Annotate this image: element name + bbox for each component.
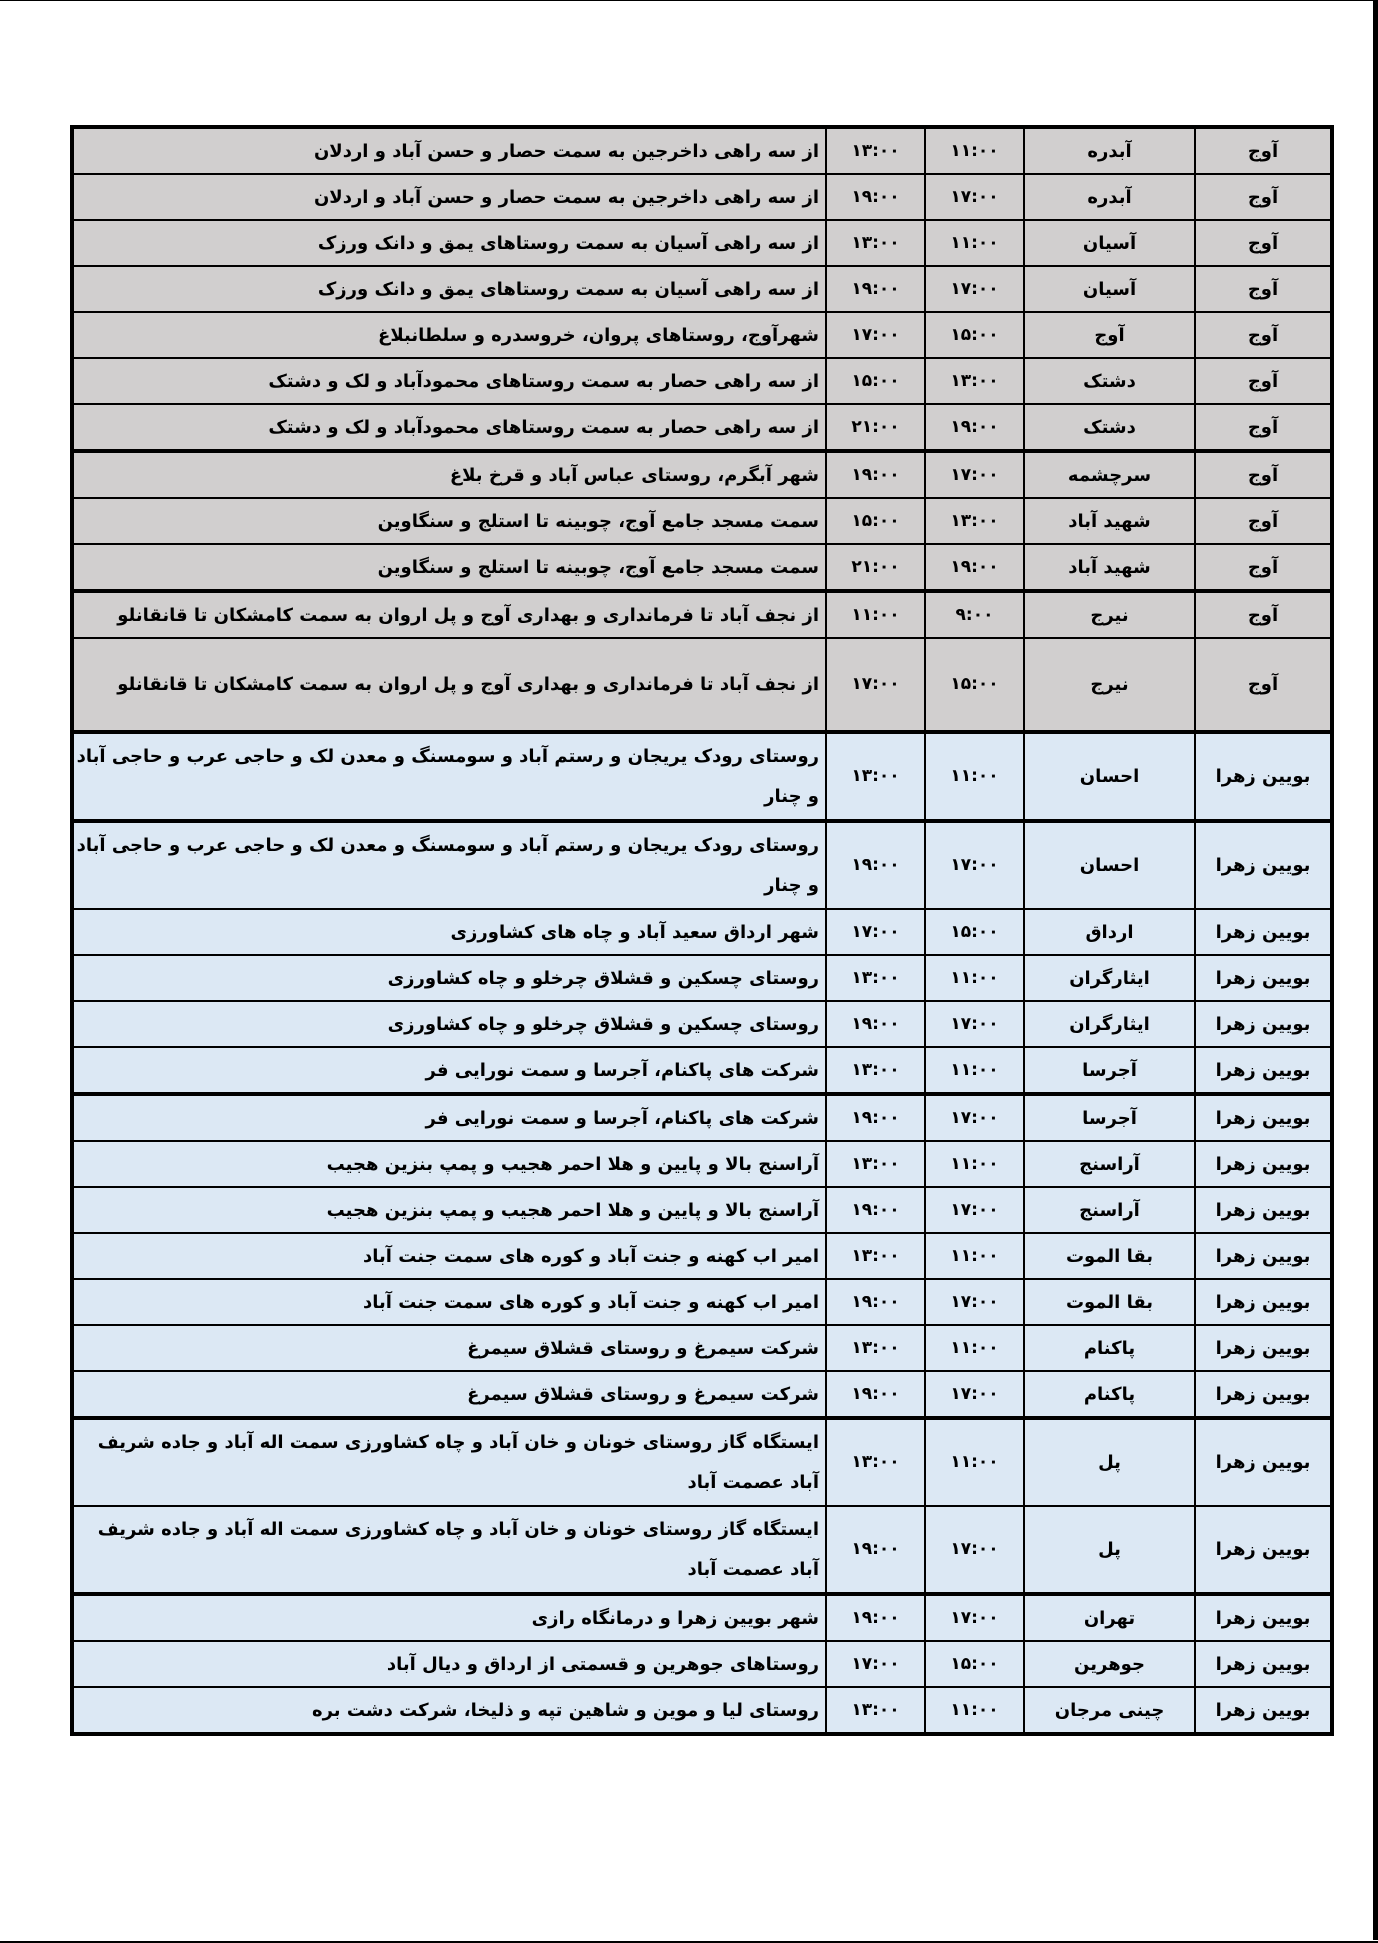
table-row bbox=[72, 821, 1332, 909]
table-row bbox=[72, 174, 1332, 220]
table-row bbox=[72, 955, 1332, 1001]
area-description-cell: ایستگاه گاز روستای خونان و خان آباد و چاه کشاورزی سمت اله آباد و جاده شریف آباد عصمت آباد bbox=[72, 1418, 826, 1506]
end-time-cell: ۱۵:۰۰ bbox=[826, 358, 925, 404]
start-time-cell: ۱۵:۰۰ bbox=[925, 638, 1024, 732]
place-cell: آسیان bbox=[1024, 266, 1195, 312]
end-time-cell: ۱۳:۰۰ bbox=[826, 1233, 925, 1279]
county-cell: بویین زهرا bbox=[1195, 1325, 1332, 1371]
area-description-cell: از سه راهی حصار به سمت روستاهای محمودآباد و لک و دشتک bbox=[72, 358, 826, 404]
county-cell: بویین زهرا bbox=[1195, 1001, 1332, 1047]
page-border-right bbox=[1373, 0, 1378, 1940]
place-cell: دشتک bbox=[1024, 404, 1195, 451]
place-cell: آبدره bbox=[1024, 174, 1195, 220]
area-description-cell: سمت مسجد جامع آوج، چوبینه تا استلج و سنگاوین bbox=[72, 498, 826, 544]
outage-schedule-table bbox=[70, 125, 1334, 1736]
start-time-cell: ۱۱:۰۰ bbox=[925, 1687, 1024, 1734]
end-time-cell: ۱۳:۰۰ bbox=[826, 220, 925, 266]
table-row bbox=[72, 544, 1332, 591]
area-description-cell: از نجف آباد تا فرمانداری و بهداری آوج و پل اروان به سمت کامشکان تا قانقانلو bbox=[72, 591, 826, 638]
area-description-cell: آراسنج بالا و پایین و هلا احمر هجیب و پمپ بنزین هجیب bbox=[72, 1187, 826, 1233]
end-time-cell: ۲۱:۰۰ bbox=[826, 544, 925, 591]
place-cell: آسیان bbox=[1024, 220, 1195, 266]
place-cell: آراسنج bbox=[1024, 1187, 1195, 1233]
end-time-cell: ۱۷:۰۰ bbox=[826, 909, 925, 955]
table-row bbox=[72, 1047, 1332, 1094]
end-time-cell: ۱۳:۰۰ bbox=[826, 955, 925, 1001]
county-cell: بویین زهرا bbox=[1195, 821, 1332, 909]
place-cell: تهران bbox=[1024, 1594, 1195, 1641]
county-cell: آوج bbox=[1195, 544, 1332, 591]
place-cell: آبدره bbox=[1024, 127, 1195, 174]
table-row bbox=[72, 1233, 1332, 1279]
end-time-cell: ۱۹:۰۰ bbox=[826, 174, 925, 220]
county-cell: بویین زهرا bbox=[1195, 1233, 1332, 1279]
area-description-cell: شهر ارداق سعید آباد و چاه های کشاورزی bbox=[72, 909, 826, 955]
table-row bbox=[72, 1279, 1332, 1325]
place-cell: احسان bbox=[1024, 732, 1195, 821]
end-time-cell: ۱۳:۰۰ bbox=[826, 1047, 925, 1094]
place-cell: نیرج bbox=[1024, 638, 1195, 732]
area-description-cell: از سه راهی داخرجین به سمت حصار و حسن آباد و اردلان bbox=[72, 127, 826, 174]
end-time-cell: ۱۳:۰۰ bbox=[826, 127, 925, 174]
county-cell: بویین زهرا bbox=[1195, 1047, 1332, 1094]
start-time-cell: ۱۷:۰۰ bbox=[925, 1371, 1024, 1418]
area-description-cell: روستای چسکین و قشلاق چرخلو و چاه کشاورزی bbox=[72, 1001, 826, 1047]
start-time-cell: ۱۷:۰۰ bbox=[925, 1187, 1024, 1233]
area-description-cell: امیر اب کهنه و جنت آباد و کوره های سمت جنت آباد bbox=[72, 1233, 826, 1279]
county-cell: بویین زهرا bbox=[1195, 732, 1332, 821]
area-description-cell: شهرآوج، روستاهای پروان، خروسدره و سلطانبلاغ bbox=[72, 312, 826, 358]
area-description-cell: امیر اب کهنه و جنت آباد و کوره های سمت جنت آباد bbox=[72, 1279, 826, 1325]
area-description-cell: از سه راهی حصار به سمت روستاهای محمودآباد و لک و دشتک bbox=[72, 404, 826, 451]
end-time-cell: ۱۷:۰۰ bbox=[826, 638, 925, 732]
place-cell: نیرج bbox=[1024, 591, 1195, 638]
county-cell: آوج bbox=[1195, 266, 1332, 312]
table-row bbox=[72, 1325, 1332, 1371]
place-cell: ایثارگران bbox=[1024, 1001, 1195, 1047]
place-cell: احسان bbox=[1024, 821, 1195, 909]
table-row bbox=[72, 1641, 1332, 1687]
place-cell: پاکنام bbox=[1024, 1371, 1195, 1418]
county-cell: آوج bbox=[1195, 451, 1332, 498]
county-cell: بویین زهرا bbox=[1195, 909, 1332, 955]
start-time-cell: ۱۷:۰۰ bbox=[925, 1594, 1024, 1641]
start-time-cell: ۱۵:۰۰ bbox=[925, 312, 1024, 358]
place-cell: ارداق bbox=[1024, 909, 1195, 955]
place-cell: پل bbox=[1024, 1506, 1195, 1594]
county-cell: بویین زهرا bbox=[1195, 1371, 1332, 1418]
county-cell: بویین زهرا bbox=[1195, 1141, 1332, 1187]
start-time-cell: ۱۷:۰۰ bbox=[925, 1279, 1024, 1325]
place-cell: بقا الموت bbox=[1024, 1233, 1195, 1279]
page-border-top bbox=[0, 0, 1378, 1]
start-time-cell: ۱۱:۰۰ bbox=[925, 1141, 1024, 1187]
place-cell: آجرسا bbox=[1024, 1094, 1195, 1141]
place-cell: آجرسا bbox=[1024, 1047, 1195, 1094]
table-row bbox=[72, 127, 1332, 174]
county-cell: آوج bbox=[1195, 127, 1332, 174]
table-row bbox=[72, 732, 1332, 821]
place-cell: شهید آباد bbox=[1024, 498, 1195, 544]
table-row bbox=[72, 1094, 1332, 1141]
start-time-cell: ۱۵:۰۰ bbox=[925, 909, 1024, 955]
end-time-cell: ۱۳:۰۰ bbox=[826, 1325, 925, 1371]
end-time-cell: ۱۵:۰۰ bbox=[826, 498, 925, 544]
table-row bbox=[72, 1141, 1332, 1187]
end-time-cell: ۱۹:۰۰ bbox=[826, 1594, 925, 1641]
area-description-cell: از سه راهی آسیان به سمت روستاهای یمق و دانک ورزک bbox=[72, 266, 826, 312]
start-time-cell: ۱۱:۰۰ bbox=[925, 1047, 1024, 1094]
county-cell: آوج bbox=[1195, 638, 1332, 732]
county-cell: بویین زهرا bbox=[1195, 1641, 1332, 1687]
county-cell: بویین زهرا bbox=[1195, 1594, 1332, 1641]
table-row bbox=[72, 498, 1332, 544]
area-description-cell: روستای چسکین و قشلاق چرخلو و چاه کشاورزی bbox=[72, 955, 826, 1001]
county-cell: بویین زهرا bbox=[1195, 1279, 1332, 1325]
county-cell: آوج bbox=[1195, 404, 1332, 451]
schedule-body bbox=[72, 127, 1332, 1734]
place-cell: ایثارگران bbox=[1024, 955, 1195, 1001]
start-time-cell: ۱۷:۰۰ bbox=[925, 266, 1024, 312]
start-time-cell: ۱۱:۰۰ bbox=[925, 1418, 1024, 1506]
table-row bbox=[72, 1687, 1332, 1734]
end-time-cell: ۱۹:۰۰ bbox=[826, 1001, 925, 1047]
table-row bbox=[72, 638, 1332, 732]
table-row bbox=[72, 358, 1332, 404]
county-cell: آوج bbox=[1195, 312, 1332, 358]
place-cell: پل bbox=[1024, 1418, 1195, 1506]
place-cell: شهید آباد bbox=[1024, 544, 1195, 591]
end-time-cell: ۱۳:۰۰ bbox=[826, 1141, 925, 1187]
start-time-cell: ۱۹:۰۰ bbox=[925, 404, 1024, 451]
place-cell: آراسنج bbox=[1024, 1141, 1195, 1187]
end-time-cell: ۱۳:۰۰ bbox=[826, 1687, 925, 1734]
area-description-cell: از سه راهی آسیان به سمت روستاهای یمق و دانک ورزک bbox=[72, 220, 826, 266]
start-time-cell: ۱۹:۰۰ bbox=[925, 544, 1024, 591]
end-time-cell: ۱۷:۰۰ bbox=[826, 312, 925, 358]
end-time-cell: ۱۳:۰۰ bbox=[826, 732, 925, 821]
area-description-cell: شرکت های پاکنام، آجرسا و سمت نورایی فر bbox=[72, 1094, 826, 1141]
end-time-cell: ۱۷:۰۰ bbox=[826, 1641, 925, 1687]
table-row bbox=[72, 1187, 1332, 1233]
place-cell: بقا الموت bbox=[1024, 1279, 1195, 1325]
end-time-cell: ۱۹:۰۰ bbox=[826, 1371, 925, 1418]
area-description-cell: آراسنج بالا و پایین و هلا احمر هجیب و پمپ بنزین هجیب bbox=[72, 1141, 826, 1187]
start-time-cell: ۱۷:۰۰ bbox=[925, 451, 1024, 498]
end-time-cell: ۱۹:۰۰ bbox=[826, 451, 925, 498]
table-row bbox=[72, 591, 1332, 638]
start-time-cell: ۱۷:۰۰ bbox=[925, 821, 1024, 909]
county-cell: بویین زهرا bbox=[1195, 1187, 1332, 1233]
table-row bbox=[72, 266, 1332, 312]
end-time-cell: ۱۱:۰۰ bbox=[826, 591, 925, 638]
area-description-cell: روستای رودک یریجان و رستم آباد و سومسنگ و معدن لک و حاجی عرب و حاجی آباد و چنار bbox=[72, 732, 826, 821]
start-time-cell: ۱۳:۰۰ bbox=[925, 358, 1024, 404]
table-row bbox=[72, 312, 1332, 358]
area-description-cell: از نجف آباد تا فرمانداری و بهداری آوج و پل اروان به سمت کامشکان تا قانقانلو bbox=[72, 638, 826, 732]
place-cell: دشتک bbox=[1024, 358, 1195, 404]
start-time-cell: ۱۱:۰۰ bbox=[925, 1233, 1024, 1279]
area-description-cell: روستاهای جوهرین و قسمتی از ارداق و دیال آباد bbox=[72, 1641, 826, 1687]
end-time-cell: ۱۳:۰۰ bbox=[826, 1418, 925, 1506]
table-row bbox=[72, 1371, 1332, 1418]
county-cell: بویین زهرا bbox=[1195, 1506, 1332, 1594]
start-time-cell: ۱۳:۰۰ bbox=[925, 498, 1024, 544]
end-time-cell: ۱۹:۰۰ bbox=[826, 1506, 925, 1594]
table-row bbox=[72, 1418, 1332, 1506]
table-row bbox=[72, 1594, 1332, 1641]
county-cell: بویین زهرا bbox=[1195, 1094, 1332, 1141]
place-cell: سرچشمه bbox=[1024, 451, 1195, 498]
end-time-cell: ۱۹:۰۰ bbox=[826, 1094, 925, 1141]
start-time-cell: ۱۱:۰۰ bbox=[925, 732, 1024, 821]
end-time-cell: ۲۱:۰۰ bbox=[826, 404, 925, 451]
start-time-cell: ۹:۰۰ bbox=[925, 591, 1024, 638]
area-description-cell: ایستگاه گاز روستای خونان و خان آباد و چاه کشاورزی سمت اله آباد و جاده شریف آباد عصمت آباد bbox=[72, 1506, 826, 1594]
county-cell: آوج bbox=[1195, 498, 1332, 544]
county-cell: آوج bbox=[1195, 220, 1332, 266]
table-row bbox=[72, 220, 1332, 266]
place-cell: آوج bbox=[1024, 312, 1195, 358]
start-time-cell: ۱۷:۰۰ bbox=[925, 1001, 1024, 1047]
table-row bbox=[72, 404, 1332, 451]
area-description-cell: از سه راهی داخرجین به سمت حصار و حسن آباد و اردلان bbox=[72, 174, 826, 220]
place-cell: جوهرین bbox=[1024, 1641, 1195, 1687]
start-time-cell: ۱۱:۰۰ bbox=[925, 127, 1024, 174]
area-description-cell: شرکت های پاکنام، آجرسا و سمت نورایی فر bbox=[72, 1047, 826, 1094]
table-row bbox=[72, 1001, 1332, 1047]
county-cell: آوج bbox=[1195, 358, 1332, 404]
start-time-cell: ۱۷:۰۰ bbox=[925, 1094, 1024, 1141]
start-time-cell: ۱۷:۰۰ bbox=[925, 174, 1024, 220]
county-cell: بویین زهرا bbox=[1195, 1418, 1332, 1506]
start-time-cell: ۱۱:۰۰ bbox=[925, 955, 1024, 1001]
area-description-cell: شرکت سیمرغ و روستای قشلاق سیمرغ bbox=[72, 1371, 826, 1418]
county-cell: آوج bbox=[1195, 591, 1332, 638]
county-cell: بویین زهرا bbox=[1195, 1687, 1332, 1734]
start-time-cell: ۱۱:۰۰ bbox=[925, 220, 1024, 266]
area-description-cell: روستای رودک یریجان و رستم آباد و سومسنگ و معدن لک و حاجی عرب و حاجی آباد و چنار bbox=[72, 821, 826, 909]
table-row bbox=[72, 909, 1332, 955]
county-cell: آوج bbox=[1195, 174, 1332, 220]
area-description-cell: شهر بویین زهرا و درمانگاه رازی bbox=[72, 1594, 826, 1641]
end-time-cell: ۱۹:۰۰ bbox=[826, 821, 925, 909]
county-cell: بویین زهرا bbox=[1195, 955, 1332, 1001]
start-time-cell: ۱۱:۰۰ bbox=[925, 1325, 1024, 1371]
start-time-cell: ۱۷:۰۰ bbox=[925, 1506, 1024, 1594]
area-description-cell: روستای لیا و موین و شاهین تپه و ذلیخا، شرکت دشت بره bbox=[72, 1687, 826, 1734]
place-cell: پاکنام bbox=[1024, 1325, 1195, 1371]
end-time-cell: ۱۹:۰۰ bbox=[826, 1187, 925, 1233]
start-time-cell: ۱۵:۰۰ bbox=[925, 1641, 1024, 1687]
table-row bbox=[72, 451, 1332, 498]
table-row bbox=[72, 1506, 1332, 1594]
area-description-cell: شهر آبگرم، روستای عباس آباد و قرخ بلاغ bbox=[72, 451, 826, 498]
end-time-cell: ۱۹:۰۰ bbox=[826, 266, 925, 312]
area-description-cell: شرکت سیمرغ و روستای قشلاق سیمرغ bbox=[72, 1325, 826, 1371]
area-description-cell: سمت مسجد جامع آوج، چوبینه تا استلج و سنگاوین bbox=[72, 544, 826, 591]
place-cell: چینی مرجان bbox=[1024, 1687, 1195, 1734]
end-time-cell: ۱۹:۰۰ bbox=[826, 1279, 925, 1325]
